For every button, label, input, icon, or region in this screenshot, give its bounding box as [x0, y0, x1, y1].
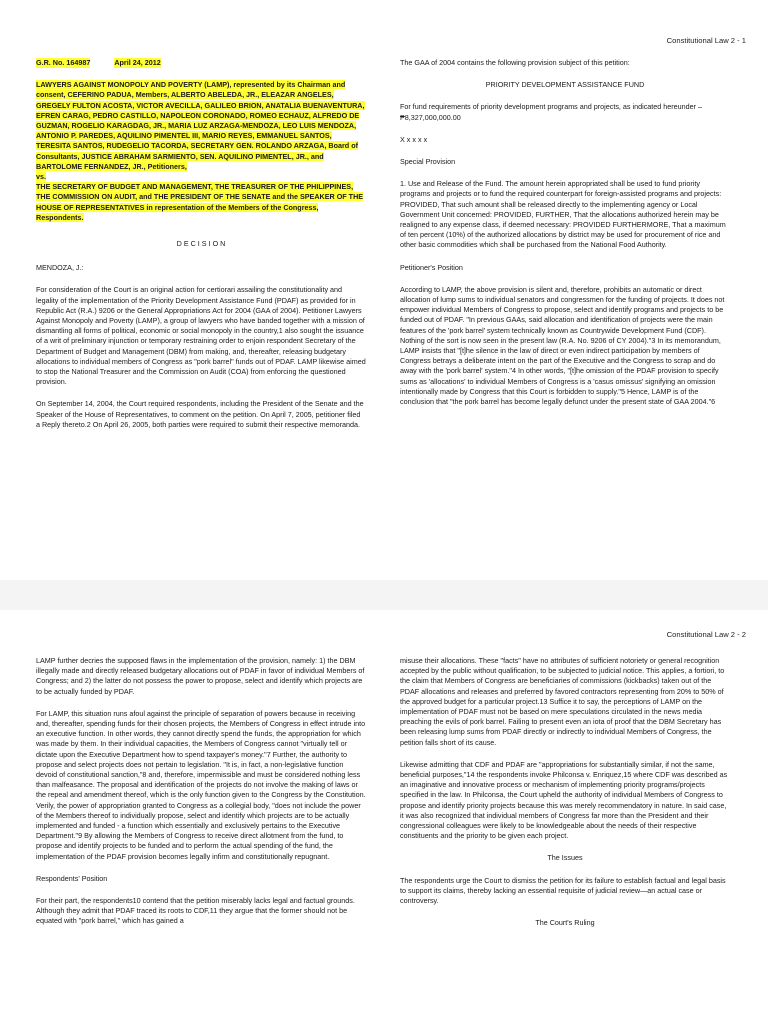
document-page-2	[0, 610, 768, 1024]
omission-marker: X x x x x	[400, 134, 428, 144]
decision-date: April 24, 2012	[114, 58, 161, 67]
paragraph: On September 14, 2004, the Court required respondents, including the President of the Senate and the Speaker of the House of Representatives, to comment on the petition. On April 7, 2005, petitioner filed a Reply thereto.2 On April 26, 2005, both parties were required to submit their respective memoranda.	[36, 399, 364, 429]
paragraph: LAMP further decries the supposed flaws in the implementation of the provision, namely: 1) the DBM illegally made and directly released budgetary allocations out of PDAF in favor of individual Members of Congress; and 2) the latter do not possess the power to propose, select and identify which projects are to be actually funded by PDAF.	[36, 656, 365, 696]
decision-heading: D E C I S I O N	[176, 239, 226, 249]
petitioners-block: LAWYERS AGAINST MONOPOLY AND POVERTY (LAMP), represented by its Chairman and consent, CEFERINO PADUA, Members, ALBERTO ABELEDA, JR., ELEAZAR ANGELES, GREGELY FULTON ACOSTA, VICTOR AVECILLA, GALILEO BRION, ANATALIA BUENAVENTURA, EFREN CARAG, PEDRO CASTILLO, NAPOLEON CORONADO, ROMEO ECHAUZ, ALFREDO DE GUZMAN, ROGELIO KARAGDAG, JR., MARIA LUZ ARZAGA-MENDOZA, LEO LUIS MENDOZA, ANTONIO P. PAREDES, AQUILINO PIMENTEL III, MARIO REYES, EMMANUEL SANTOS, TERESITA SANTOS, RUDEGELIO TACORDA, SECRETARY GEN. ROLANDO ARZAGA, Board of Consultants, JUSTICE ABRAHAM SARMIENTO, SEN. AQUILINO PIMENTEL, JR., and BARTOLOME FERNANDEZ, JR., Petitioners,	[36, 80, 365, 171]
case-citation	[36, 58, 366, 68]
respondents-block: THE SECRETARY OF BUDGET AND MANAGEMENT, THE TREASURER OF THE PHILIPPINES, THE COMMISSION ON AUDIT, and THE PRESIDENT OF THE SENATE and the SPEAKER OF THE HOUSE OF REPRESENTATIVES in representation of the Members of the Congress, Respondents.	[36, 182, 364, 222]
paragraph: According to LAMP, the above provision is silent and, therefore, prohibits an automatic or direct allocation of lump sums to individual senators and congressmen for the funding of projects. It does not empower individual Members of Congress to propose, select and identify programs and projects to be funded out of PDAF. "In previous GAAs, said allocation and identification of projects were the main features of the 'pork barrel' system technically known as Countrywide Development Fund (CDF). Nothing of the sort is now seen in the present law (R.A. No. 9206 of CY 2004)."3 In its memorandum, LAMP insists that "[t]he silence in the law of direct or even indirect participation by members of Congress betrays a deliberate intent on the part of the Executive and the Congress to scrap and do away with the 'pork barrel' system."4 In other words, "[t]he omission of the PDAF provision to specify sums as 'allocations' to individual Members of Congress is a 'casus omissus' signifying an omission intentionally made by Congress that this Court is forbidden to supply."5 Hence, LAMP is of the conclusion that "the pork barrel has become legally defunct under the present state of GAA 2004."6	[400, 284, 725, 407]
section-heading: Special Provision	[400, 157, 456, 167]
section-heading: Petitioner's Position	[400, 262, 463, 272]
gr-number: G.R. No. 164987	[36, 58, 91, 67]
paragraph: The respondents urge the Court to dismiss the petition for its failure to establish factual and legal basis to support its claims, thereby lacking an essential requisite of judicial review—an actual case or controversy.	[400, 875, 726, 906]
fund-title: PRIORITY DEVELOPMENT ASSISTANCE FUND	[485, 80, 645, 90]
paragraph: For LAMP, this situation runs afoul against the principle of separation of powers because in receiving and, thereafter, spending funds for their chosen projects, the Members of Congress in effect intrude into an executive function. In other words, they cannot directly spend the funds, the appropriation for which was made by them. In their individual capacities, the Members of Congress cannot "virtually tell or dictate upon the Executive Department how to spend taxpayer's money."7 Further, the authority to propose and select projects does not pertain to legislation. "It is, in fact, a non-legislative function devoid of constitutional sanction,"8 and, therefore, impermissible and must be considered nothing less than malfeasance. The proposal and identification of the projects do not involve the making of laws or the repeal and amendment thereof, which is the only function given to the Congress by the Constitution. Verily, the power of appropriation granted to Congress as a collegial body, "does not include the power of the Members thereof to individually propose, select and identify which projects are to be actually implemented and funded - a function which essentially and exclusively pertains to the Executive Department."9 By allowing the Members of Congress to receive direct allotment from the fund, to propose and identify projects to be funded and to perform the actual spending of the fund, the implementation of the PDAF provision becomes legally infirm and constitutionally repugnant.	[36, 708, 366, 861]
paragraph: For their part, the respondents10 contend that the petition miserably lacks legal and factual grounds. Although they admit that PDAF traced its roots to CDF,11 they argue that the former should not be equated with "pork barrel," which has gained a	[36, 896, 355, 926]
paragraph: 1. Use and Release of the Fund. The amount herein appropriated shall be used to fund priority programs and projects or to fund the required counterpart for foreign-assisted programs and projects: PROVIDED, That such amount shall be released directly to the implementing agency or Local Government Unit concerned: PROVIDED, FURTHER, That the allocations authorized herein may be realigned to any expense class, if deemed necessary: PROVIDED FURTHERMORE, That a maximum of ten percent (10%) of the authorized allocations by district may be used for procurement of rice and other basic commodities which shall be purchased from the National Food Authority.	[400, 179, 726, 250]
paragraph: For consideration of the Court is an original action for certiorari assailing the constitutionality and legality of the implementation of the Priority Development Assistance Fund (PDAF) as provided for in Republic Act (R.A.) 9206 or the General Appropriations Act for 2004 (GAA of 2004). Petitioner Lawyers Against Monopoly and Poverty (LAMP), a group of lawyers who have banded together with a mission of dismantling all forms of political, economic or social monopoly in the country,1 also sought the issuance of a writ of preliminary injunction or temporary restraining order to enjoin respondent Secretary of the Department of Budget and Management (DBM) from making, and, thereafter, releasing budgetary allocations to individual members of Congress as "pork barrel" funds out of PDAF. LAMP likewise aimed to stop the National Treasurer and the Commission on Audit (COA) from enforcing the questioned provision.	[36, 285, 366, 387]
section-heading: The Court's Ruling	[535, 918, 595, 928]
versus-label: vs.	[36, 172, 46, 182]
page-header: Constitutional Law 2 - 1	[666, 36, 746, 45]
paragraph: Likewise admitting that CDF and PDAF are "appropriations for substantially similar, if not the same, beneficial purposes,"14 the respondents invoke Philconsa v. Enriquez,15 where CDF was described as an imaginative and innovative process or mechanism of implementing priority programs/projects specified in the law. In Philconsa, the Court upheld the authority of individual Members of Congress to propose and identify priority projects because this was merely recommendatory in nature. In said case, it was also recognized that individual members of Congress far more than the President and their congressional colleagues were likely to be knowledgeable about the needs of their respective constituents and the priority to be given each project.	[400, 759, 728, 841]
left-column	[36, 656, 366, 939]
paragraph: For fund requirements of priority development programs and projects, as indicated hereunder – ₱8,327,000,000.00	[400, 102, 703, 122]
page-header: Constitutional Law 2 - 2	[666, 630, 746, 639]
right-column	[400, 656, 730, 940]
ponente: MENDOZA, J.:	[36, 263, 84, 273]
section-heading: The Issues	[547, 853, 583, 863]
section-heading: Respondents' Position	[36, 873, 108, 883]
right-column	[400, 58, 730, 419]
page-gap	[0, 580, 768, 610]
paragraph: The GAA of 2004 contains the following provision subject of this petition:	[400, 58, 630, 67]
paragraph: misuse their allocations. These "facts" have no attributes of sufficient notoriety or general recognition accepted by the public without qualification, to be subjected to judicial notice. This applies, a fortiori, to the claim that Members of Congress are beneficiaries of commissions (kickbacks) taken out of the PDAF allocations and releases and preferred by favored contractors representing from 20% to 50% of the approved budget for a particular project.13 Suffice it to say, the perceptions of LAMP on the implementation of PDAF must not be based on mere speculations circulated in the news media preaching the evils of pork barrel. Failing to present even an iota of proof that the DBM Secretary has been releasing lump sums from PDAF directly or indirectly to individual Members of Congress, the petition falls short of its cause.	[400, 656, 725, 747]
left-column	[36, 58, 366, 442]
